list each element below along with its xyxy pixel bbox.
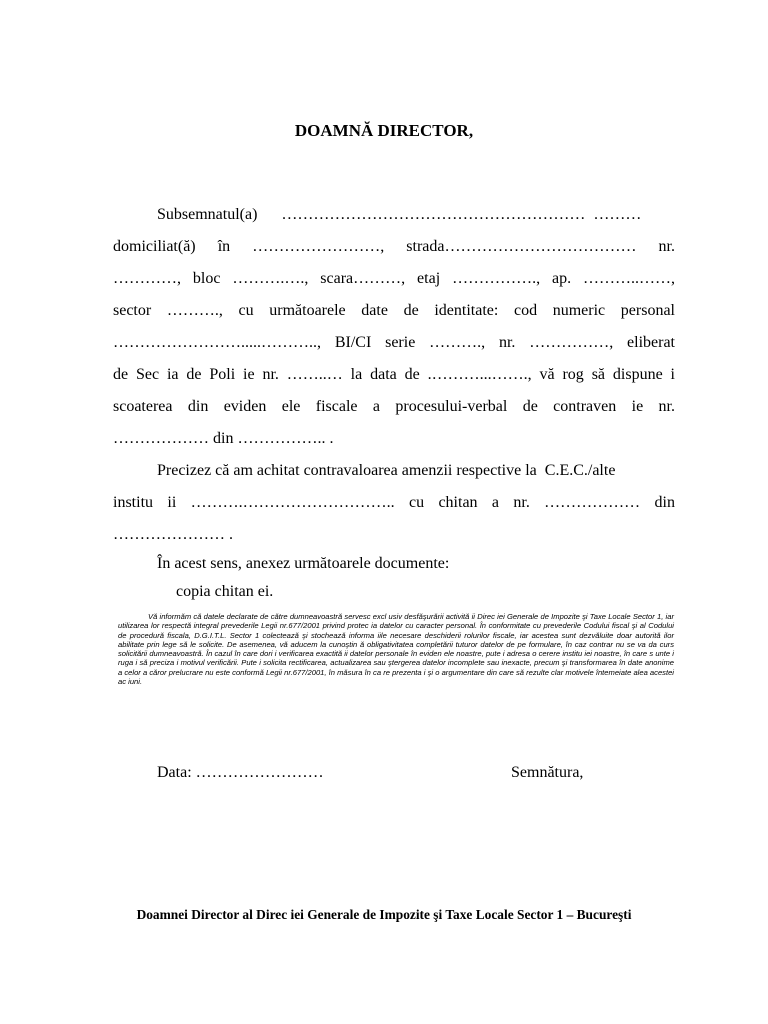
date-field-label: Data: …………………… [157,764,324,781]
line-subsemnatul: Subsemnatul(a) ………………………………………………… ……… [157,206,642,223]
line-scoaterea: scoaterea din eviden ele fiscale a procesului-verbal de contraven ie nr. [113,398,675,415]
line-din: ……………… din …………….. . [113,430,334,447]
line-bloc: …………, bloc ……….…., scara………, etaj ……………., ap. ………..……, [113,270,675,287]
signature-label: Semnătura, [511,764,584,781]
line-precizez: Precizez că am achitat contravaloarea amenzii respective la C.E.C./alte [157,462,616,479]
line-bi-ci: …………………….....……….., BI/CI serie ………., nr. ……………, eliberat [113,334,675,351]
line-sector: sector ………., cu următoarele date de identitate: cod numeric personal [113,302,675,319]
document-title: DOAMNĂ DIRECTOR, [294,121,474,140]
privacy-notice [118,612,674,686]
line-dots: ………………… . [113,526,233,543]
line-copia-chitantei: copia chitan ei. [176,583,274,600]
line-sectia: de Sec ia de Poli ie nr. ……..… la data de .………...……., vă rog să dispune i [113,366,675,383]
line-anexez: În acest sens, anexez următoarele documente: [157,555,450,572]
line-institutii: institu ii ……….……………………….. cu chitan a nr. ……………… din [113,494,675,511]
privacy-notice-text: Vă informăm că datele declarate de către dumneavoastră servesc excl usiv desfăşurării activită ii Direc iei Generale de Impozite şi Taxe Locale Sector 1, iar utilizarea lor respectă integral prevederile Legii nr.677/2001 privind protec ia datelor cu caracter personal. În conformitate cu prevederile Codului fiscal şi al Codului de procedură fiscala, D.G.I.T.L. Sector 1 colectează şi stochează informa iile necesare deschiderii rolurilor fiscale, iar acestea sunt dezvăluite doar autorită ilor abilitate prin lege să le solicite. De asemenea, vă aducem la cunoştin ă obligativitatea completării tuturor datelor de pe formulare, în caz contrar nu se va da curs solicitării dumneavoastră. În cazul în care dori i verificarea exactită ii datelor personale în eviden ele noastre, pute i adresa o cerere institu iei noastre, în care s unte i ruga i să preciza i motivul verificării. Pute i solicita rectificarea, actualizarea sau ştergerea datelor incomplete sau inexacte, precum şi transformarea în date anonime a celor a căror prelucrare nu este conformă Legii nr.677/2001, în măsura în ca re prezenta i şi o argumentare din care să rezulte clar motivele întemeiate alea acestei ac iuni. [118,612,674,687]
addressee-footer: Doamnei Director al Direc iei Generale de Impozite şi Taxe Locale Sector 1 – Bucureşti [136,907,632,922]
line-domiciliat: domiciliat(ă) în ……………………, strada……………………………… nr. [113,238,675,255]
